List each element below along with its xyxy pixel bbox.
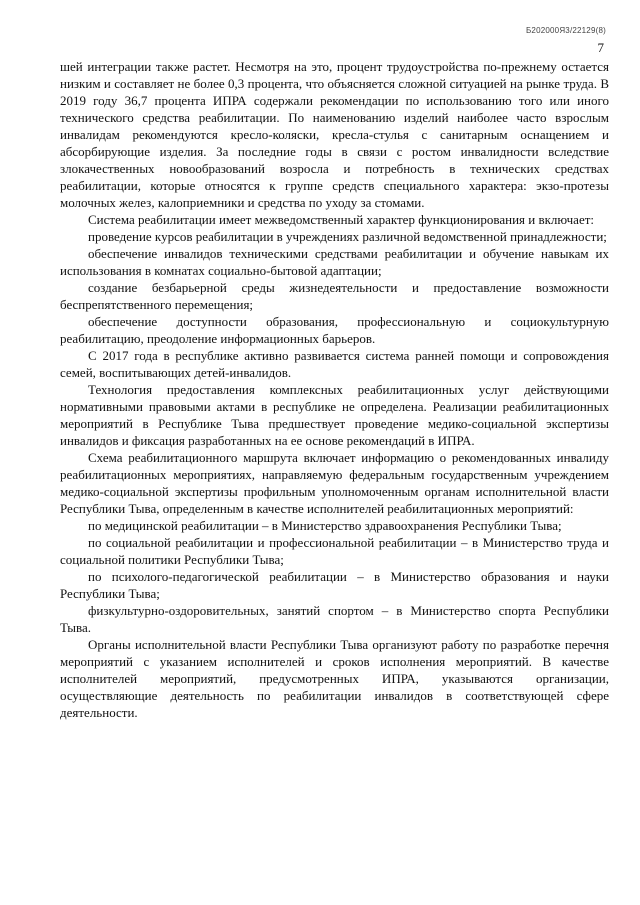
list-item-medical: по медицинской реабилитации – в Министерство здравоохранения Республики Тыва; xyxy=(88,518,562,533)
list-item-sport: физкультурно-оздоровительных, занятий спортом – в Министерство спорта Республики Тыва. xyxy=(60,603,609,635)
paragraph-technology: Технология предоставления комплексных реабилитационных услуг действующими нормативными правовыми актами в республике не определена. Реализации реабилитационных мероприятий в Республике Тыва предшествует проведение медико-социальной экспертизы инвалидов и фиксация разработанных на ее основе рекомендаций в ИПРА. xyxy=(60,382,609,448)
list-item-technical-means: обеспечение инвалидов техническими средствами реабилитации и обучение навыкам их использования в комнатах социально-бытовой адаптации; xyxy=(60,246,609,278)
paragraph-executive-bodies: Органы исполнительной власти Республики Тыва организуют работу по разработке перечня мероприятий с указанием исполнителей и сроков исполнения мероприятий. В качестве исполнителей мероприятий, предусмотренных ИПРА, указываются организации, осуществляющие деятельность по реабилитации инвалидов в соответствующей сфере деятельности. xyxy=(60,637,609,720)
list-item-social: по социальной реабилитации и профессиональной реабилитации – в Министерство труда и социальной политики Республики Тыва; xyxy=(60,535,609,567)
paragraph-early-help: С 2017 года в республике активно развивается система ранней помощи и сопровождения семей, воспитывающих детей-инвалидов. xyxy=(60,348,609,380)
list-item-courses: проведение курсов реабилитации в учреждениях различной ведомственной принадлежности; xyxy=(88,229,607,244)
list-item-barrier-free: создание безбарьерной среды жизнедеятельности и предоставление возможности беспрепятственного перемещения; xyxy=(60,280,609,312)
document-body xyxy=(60,58,609,721)
list-item-psychological: по психолого-педагогической реабилитации – в Министерство образования и науки Республики Тыва; xyxy=(60,569,609,601)
page-number: 7 xyxy=(597,40,604,55)
document-id: Б202000Я3/22129(8) xyxy=(525,26,606,35)
paragraph-continuation: шей интеграции также растет. Несмотря на это, процент трудоустройства по-прежнему остается низким и составляет не более 0,3 процента, что объясняется сложной ситуацией на рынке труда. В 2019 году 36,7 процента ИПРА содержали рекомендации по использованию того или иного технического средства реабилитации. По наименованию изделий наиболее часто взрослым инвалидам рекомендуются кресло-коляски, кресла-стулья с санитарным оснащением и абсорбирующие изделия. За последние годы в связи с ростом инвалидности вследствие злокачественных новообразований возросла и потребность в технических средствах реабилитации, которые относятся к группе средств специального характера: экзо-протезы молочных желез, калоприемники и средства по уходу за стомами. xyxy=(60,59,609,210)
paragraph-route-scheme: Схема реабилитационного маршрута включает информацию о рекомендованных инвалиду реабилитационных мероприятиях, направляемую федеральным государственным учреждением медико-социальной экспертизы профильным уполномоченным органам исполнительной власти Республики Тыва, определенным в качестве исполнителей реабилитационных мероприятий: xyxy=(60,450,609,516)
list-item-education-access: обеспечение доступности образования, профессиональную и социокультурную реабилитацию, преодоление информационных барьеров. xyxy=(60,314,609,346)
paragraph-rehab-system: Система реабилитации имеет межведомственный характер функционирования и включает: xyxy=(88,212,595,227)
